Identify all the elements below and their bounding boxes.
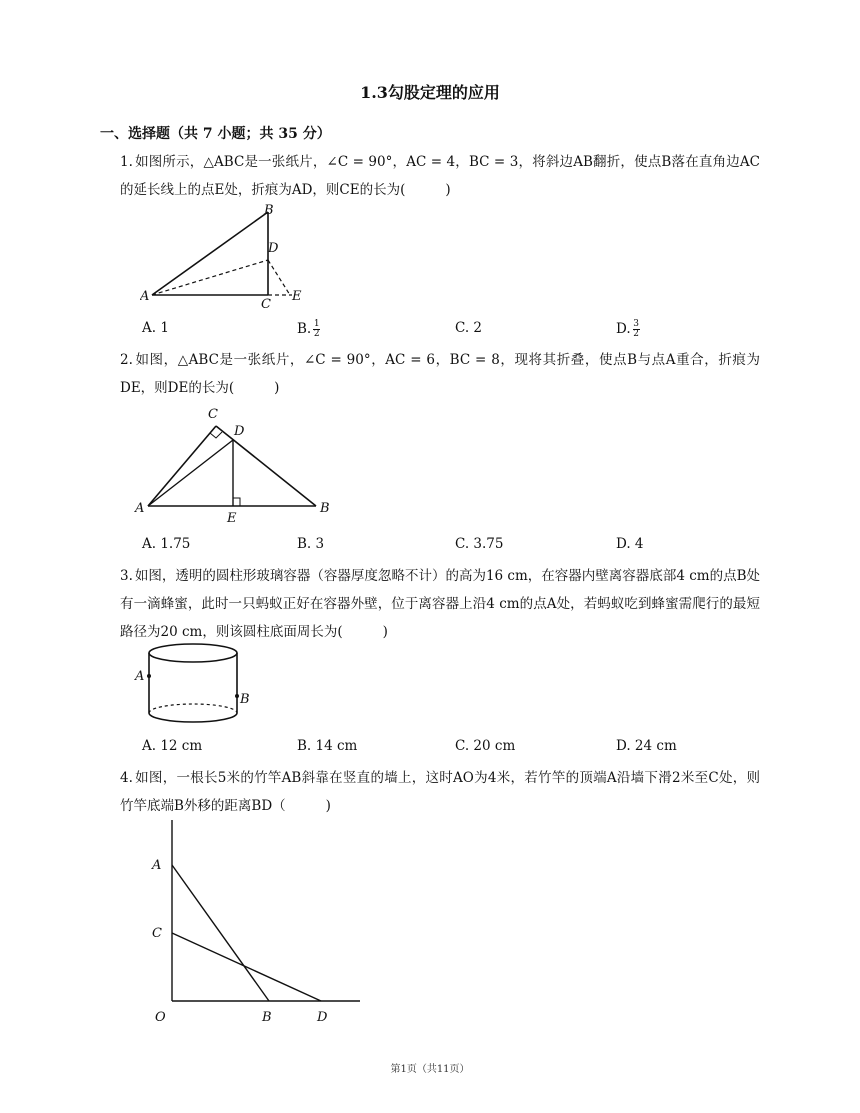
choice-b[interactable]: B. 3: [297, 536, 325, 552]
choice-c[interactable]: C. 2: [455, 320, 483, 336]
question-4: [120, 764, 760, 820]
question-number: 4.: [120, 770, 133, 786]
label-C: C: [208, 407, 218, 422]
label-A: A: [135, 501, 145, 516]
label-D: D: [268, 241, 279, 256]
question-text: 如图，△ABC是一张纸片，∠C = 90°，AC = 6，BC = 8，现将其折叠，使点B与点A重合，折痕为DE，则DE的长为(: [120, 352, 760, 396]
figure-1: [140, 200, 310, 312]
question-text: 如图，一根长5米的竹竿AB斜靠在竖直的墙上，这时AO为4米，若竹竿的顶端A沿墙下滑2米至C处，则竹竿底端B外移的距离BD（: [120, 770, 760, 814]
label-A: A: [135, 669, 145, 684]
label-D: D: [234, 424, 245, 439]
label-B: B: [264, 203, 274, 218]
figure-2: [130, 400, 340, 525]
choice-a[interactable]: A. 12 cm: [142, 738, 203, 754]
choice-b[interactable]: B. $\frac{1}{2}$: [297, 319, 320, 339]
page-title: 1.3勾股定理的应用: [360, 83, 500, 102]
section-heading: 一、选择题（共 7 小题；共 35 分）: [100, 126, 331, 142]
choice-c[interactable]: C. 3.75: [455, 536, 504, 552]
label-B: B: [320, 501, 330, 516]
label-A: A: [140, 289, 150, 304]
label-E: E: [292, 289, 302, 304]
question-number: 2.: [120, 352, 133, 368]
question-close-paren: ): [274, 380, 280, 396]
label-E: E: [227, 511, 237, 525]
label-O: O: [155, 1010, 166, 1025]
question-text: 如图，透明的圆柱形玻璃容器（容器厚度忽略不计）的高为16 cm，在容器内壁离容器底部4 cm的点B处有一滴蜂蜜，此时一只蚂蚁正好在容器外壁，位于离容器上沿4 cm的点A处，若蚂蚁吃到蜂蜜需爬行的最短路径为20 cm，则该圆柱底面周长为(: [120, 568, 760, 640]
label-A: A: [152, 858, 162, 873]
question-close-paren: ): [325, 798, 331, 814]
question-number: 1.: [120, 154, 133, 170]
choice-a[interactable]: A. 1.75: [142, 536, 191, 552]
question-1: [120, 148, 760, 204]
figure-4: [145, 815, 370, 1055]
page-footer: 第1页（共11页）: [390, 1064, 470, 1075]
question-number: 3.: [120, 568, 133, 584]
choice-c[interactable]: C. 20 cm: [455, 738, 516, 754]
choice-b[interactable]: B. 14 cm: [297, 738, 358, 754]
question-close-paren: ): [445, 182, 451, 198]
choice-d[interactable]: D. 4: [616, 536, 644, 552]
label-B: B: [262, 1010, 272, 1025]
question-text: 如图所示，△ABC是一张纸片，∠C = 90°，AC = 4，BC = 3，将斜边AB翻折，使点B落在直角边AC的延长线上的点E处，折痕为AD，则CE的长为(: [120, 154, 760, 198]
label-B: B: [240, 692, 250, 707]
label-C: C: [152, 926, 162, 941]
choice-a[interactable]: A. 1: [142, 320, 169, 336]
label-D: D: [317, 1010, 328, 1025]
choice-d[interactable]: D. 24 cm: [616, 738, 677, 754]
figure-3: [132, 640, 262, 730]
label-C: C: [261, 297, 271, 312]
choice-d[interactable]: D. $\frac{3}{2}$: [616, 319, 639, 339]
question-2: [120, 346, 760, 402]
question-close-paren: ): [382, 624, 388, 640]
question-3: [120, 562, 760, 646]
